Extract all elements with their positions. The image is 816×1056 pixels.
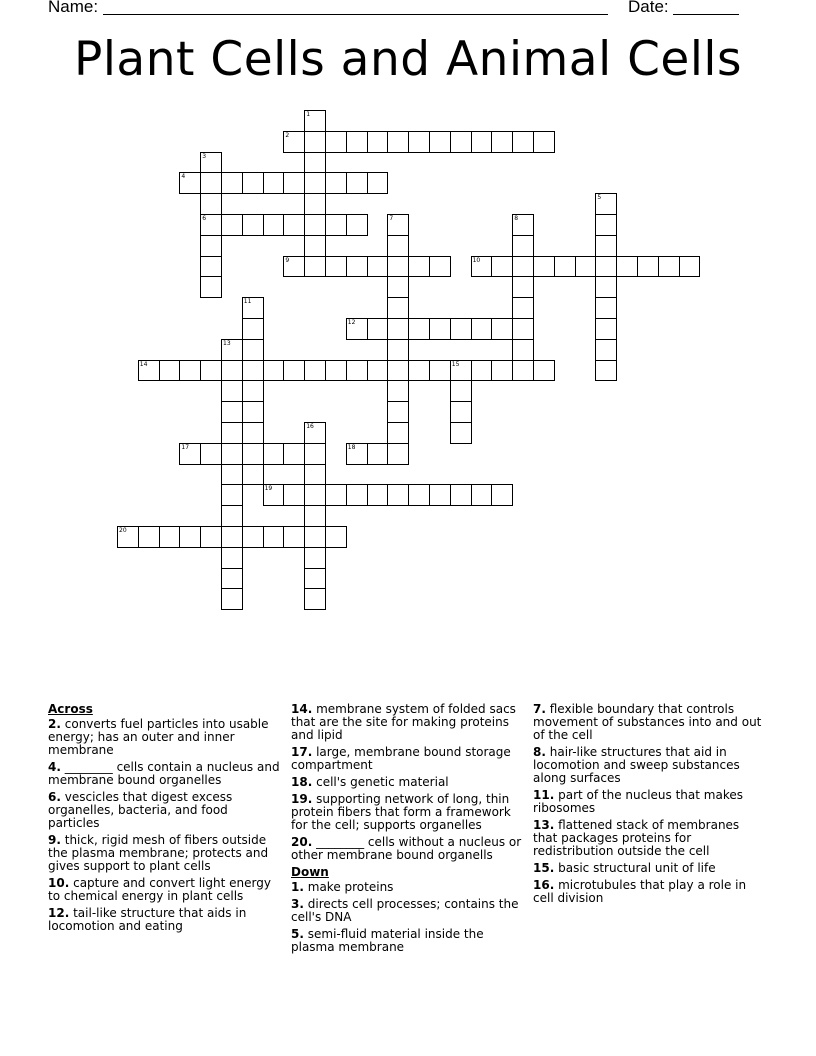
clues-column-1	[48, 703, 280, 937]
crossword-cell[interactable]	[450, 131, 472, 153]
clue-item	[48, 834, 280, 873]
crossword-cell[interactable]	[221, 526, 243, 548]
crossword-cell[interactable]	[512, 339, 534, 361]
crossword-cell[interactable]	[179, 526, 201, 548]
crossword-cell[interactable]	[491, 256, 513, 278]
crossword-cell[interactable]	[387, 318, 409, 340]
crossword-cell[interactable]	[512, 297, 534, 319]
clue-number: 8	[514, 215, 519, 222]
clue-item	[533, 703, 765, 742]
crossword-cell[interactable]	[221, 172, 243, 194]
crossword-cell[interactable]	[450, 484, 472, 506]
crossword-cell[interactable]	[491, 484, 513, 506]
crossword-cell[interactable]	[325, 214, 347, 236]
crossword-cell[interactable]	[367, 318, 389, 340]
crossword-cell[interactable]	[450, 318, 472, 340]
clue-item-text: hair-like structures that aid in locomotion and sweep substances along surfaces	[533, 745, 740, 785]
crossword-cell[interactable]	[242, 526, 264, 548]
crossword-cell[interactable]	[595, 297, 617, 319]
crossword-cell[interactable]	[242, 422, 264, 444]
crossword-cell[interactable]	[616, 256, 638, 278]
clue-item-text: semi-fluid material inside the plasma membrane	[291, 927, 484, 954]
crossword-cell[interactable]	[263, 214, 285, 236]
crossword-cell[interactable]	[367, 484, 389, 506]
clue-item-text: flattened stack of membranes that packages proteins for redistribution outside the cell	[533, 818, 740, 858]
crossword-cell[interactable]	[346, 172, 368, 194]
crossword-cell[interactable]	[346, 484, 368, 506]
clue-item	[533, 819, 765, 858]
clue-item-number: 2.	[48, 717, 61, 731]
clue-item-number: 13.	[533, 818, 555, 832]
crossword-cell[interactable]	[200, 193, 222, 215]
clue-item-text: part of the nucleus that makes ribosomes	[533, 788, 743, 815]
crossword-cell[interactable]	[221, 339, 243, 361]
crossword-cell[interactable]	[242, 464, 264, 486]
clue-item	[533, 879, 765, 905]
clue-number: 2	[285, 131, 290, 139]
clue-item-number: 14.	[291, 702, 313, 716]
crossword-cell[interactable]	[200, 276, 222, 298]
crossword-cell[interactable]	[304, 505, 326, 527]
crossword-cell[interactable]	[512, 360, 534, 382]
clue-item	[291, 776, 523, 789]
crossword-cell[interactable]	[429, 131, 451, 153]
crossword-cell[interactable]	[471, 484, 493, 506]
crossword-cell[interactable]	[450, 401, 472, 423]
clues-column-2	[291, 703, 523, 958]
crossword-cell[interactable]	[387, 422, 409, 444]
crossword-cell[interactable]	[408, 131, 430, 153]
clue-item-text: ________ cells contain a nucleus and membrane bound organelles	[48, 760, 280, 787]
crossword-cell[interactable]	[200, 214, 222, 236]
crossword-cell[interactable]	[242, 380, 264, 402]
crossword-cell[interactable]	[242, 443, 264, 465]
crossword-cell[interactable]	[471, 318, 493, 340]
crossword-cell[interactable]	[512, 235, 534, 257]
crossword-cell[interactable]	[387, 276, 409, 298]
crossword-cell[interactable]	[325, 256, 347, 278]
crossword-cell[interactable]	[367, 256, 389, 278]
clue-item-text: large, membrane bound storage compartment	[291, 745, 511, 772]
clue-item	[48, 718, 280, 757]
clue-item	[48, 791, 280, 830]
crossword-cell[interactable]	[575, 256, 597, 278]
crossword-cell[interactable]	[429, 318, 451, 340]
crossword-cell[interactable]	[221, 484, 243, 506]
crossword-cell[interactable]	[304, 568, 326, 590]
crossword-cell[interactable]	[179, 360, 201, 382]
clue-item-number: 4.	[48, 760, 61, 774]
crossword-cell[interactable]	[159, 360, 181, 382]
crossword-cell[interactable]	[242, 339, 264, 361]
crossword-cell[interactable]	[325, 172, 347, 194]
crossword-cell[interactable]	[263, 526, 285, 548]
crossword-cell[interactable]	[283, 256, 305, 278]
crossword-cell[interactable]	[367, 172, 389, 194]
crossword-cell[interactable]	[221, 464, 243, 486]
clue-number: 17	[181, 443, 190, 451]
crossword-cell[interactable]	[533, 256, 555, 278]
crossword-cell[interactable]	[512, 318, 534, 340]
clue-item-number: 19.	[291, 792, 313, 806]
crossword-cell[interactable]	[242, 360, 264, 382]
clue-item	[291, 928, 523, 954]
crossword-cell[interactable]	[637, 256, 659, 278]
crossword-cell[interactable]	[387, 339, 409, 361]
crossword-cell[interactable]	[346, 256, 368, 278]
crossword-cell[interactable]	[512, 256, 534, 278]
clue-item-text: make proteins	[307, 880, 394, 894]
date-label: Date:	[628, 0, 669, 16]
crossword-cell[interactable]	[346, 443, 368, 465]
clue-number: 18	[347, 443, 356, 451]
crossword-cell[interactable]	[304, 588, 326, 610]
crossword-cell[interactable]	[304, 256, 326, 278]
crossword-cell[interactable]	[283, 443, 305, 465]
clue-item	[291, 746, 523, 772]
clue-number: 3	[202, 152, 207, 160]
crossword-cell[interactable]	[221, 214, 243, 236]
clue-number: 19	[264, 485, 273, 493]
crossword-cell[interactable]	[304, 443, 326, 465]
clue-item-number: 10.	[48, 876, 70, 890]
crossword-cell[interactable]	[200, 256, 222, 278]
crossword-cell[interactable]	[242, 318, 264, 340]
crossword-cell[interactable]	[325, 484, 347, 506]
crossword-cell[interactable]	[595, 276, 617, 298]
clue-item-number: 9.	[48, 833, 61, 847]
crossword-cell[interactable]	[221, 568, 243, 590]
clue-item-number: 15.	[533, 861, 555, 875]
crossword-cell[interactable]	[429, 360, 451, 382]
crossword-cell[interactable]	[408, 484, 430, 506]
crossword-cell[interactable]	[283, 526, 305, 548]
crossword-cell[interactable]	[367, 360, 389, 382]
crossword-cell[interactable]	[221, 360, 243, 382]
crossword-cell[interactable]	[658, 256, 680, 278]
crossword-cell[interactable]	[263, 484, 285, 506]
clue-item	[533, 746, 765, 785]
crossword-cell[interactable]	[304, 422, 326, 444]
clue-number: 7	[389, 215, 394, 222]
crossword-cell[interactable]	[242, 297, 264, 319]
crossword-cell[interactable]	[533, 360, 555, 382]
crossword-cell[interactable]	[283, 360, 305, 382]
crossword-cell[interactable]	[117, 526, 139, 548]
clue-item-number: 11.	[533, 788, 555, 802]
crossword-cell[interactable]	[387, 380, 409, 402]
crossword-cell[interactable]	[221, 443, 243, 465]
crossword-cell[interactable]	[221, 422, 243, 444]
crossword-cell[interactable]	[221, 588, 243, 610]
crossword-cell[interactable]	[179, 172, 201, 194]
crossword-cell[interactable]	[595, 360, 617, 382]
crossword-cell[interactable]	[221, 401, 243, 423]
crossword-cell[interactable]	[512, 131, 534, 153]
name-label: Name:	[48, 0, 99, 16]
crossword-cell[interactable]	[242, 214, 264, 236]
crossword-cell[interactable]	[283, 172, 305, 194]
clue-number: 20	[119, 527, 127, 534]
crossword-cell[interactable]	[471, 131, 493, 153]
crossword-cell[interactable]	[304, 172, 326, 194]
section-heading: Across	[48, 702, 93, 716]
crossword-cell[interactable]	[159, 526, 181, 548]
crossword-cell[interactable]	[221, 547, 243, 569]
clue-item-text: supporting network of long, thin protein fibers that form a framework for the cell; supports organelles	[291, 792, 511, 832]
clue-number: 5	[597, 194, 602, 202]
crossword-cell[interactable]	[304, 235, 326, 257]
clue-number: 6	[202, 215, 207, 222]
clue-item-text: membrane system of folded sacs that are the site for making proteins and lipid	[291, 702, 516, 742]
crossword-cell[interactable]	[450, 360, 472, 382]
crossword-cell[interactable]	[304, 360, 326, 382]
crossword-cell[interactable]	[387, 443, 409, 465]
crossword-cell[interactable]	[387, 235, 409, 257]
clue-item-text: vescicles that digest excess organelles, bacteria, and food particles	[48, 790, 233, 830]
crossword-cell[interactable]	[387, 297, 409, 319]
clue-item-text: capture and convert light energy to chemical energy in plant cells	[48, 876, 271, 903]
clue-item-text: basic structural unit of life	[558, 861, 716, 875]
clue-item	[291, 793, 523, 832]
clue-number: 13	[223, 339, 231, 347]
clue-item-number: 1.	[291, 880, 304, 894]
clue-item-number: 7.	[533, 702, 546, 716]
crossword-cell[interactable]	[283, 214, 305, 236]
crossword-cell[interactable]	[554, 256, 576, 278]
clue-item-number: 16.	[533, 878, 555, 892]
clue-number: 15	[451, 360, 460, 368]
crossword-cell[interactable]	[263, 443, 285, 465]
crossword-cell[interactable]	[200, 526, 222, 548]
crossword-cell[interactable]	[304, 193, 326, 215]
crossword-cell[interactable]	[304, 214, 326, 236]
clue-number: 9	[285, 256, 290, 264]
clue-item-number: 5.	[291, 927, 304, 941]
clue-item	[291, 703, 523, 742]
crossword-cell[interactable]	[408, 318, 430, 340]
clues-column-3	[533, 703, 765, 909]
section-heading: Down	[291, 865, 329, 879]
crossword-cell[interactable]	[221, 380, 243, 402]
clue-number: 16	[306, 423, 314, 430]
clue-item-text: thick, rigid mesh of fibers outside the plasma membrane; protects and gives support to plant cells	[48, 833, 269, 873]
crossword-cell[interactable]	[491, 131, 513, 153]
clue-item	[48, 907, 280, 933]
crossword-cell[interactable]	[325, 360, 347, 382]
clue-item	[533, 862, 765, 875]
clue-number: 4	[181, 173, 186, 181]
crossword-cell[interactable]	[595, 214, 617, 236]
clue-item-text: tail-like structure that aids in locomotion and eating	[48, 906, 247, 933]
crossword-cell[interactable]	[387, 214, 409, 236]
crossword-cell[interactable]	[242, 172, 264, 194]
crossword-cell[interactable]	[595, 235, 617, 257]
crossword-cell[interactable]	[367, 131, 389, 153]
crossword-cell[interactable]	[450, 422, 472, 444]
crossword-cell[interactable]	[387, 401, 409, 423]
clue-item	[48, 761, 280, 787]
crossword-cell[interactable]	[304, 526, 326, 548]
crossword-cell[interactable]	[679, 256, 701, 278]
crossword-cell[interactable]	[471, 360, 493, 382]
crossword-cell[interactable]	[408, 360, 430, 382]
clue-item-number: 17.	[291, 745, 313, 759]
clue-item-text: converts fuel particles into usable energy; has an outer and inner membrane	[48, 717, 269, 757]
crossword-cell[interactable]	[200, 172, 222, 194]
clue-item-text: microtubules that play a role in cell division	[533, 878, 747, 905]
crossword-cell[interactable]	[595, 339, 617, 361]
clue-item-text: cell's genetic material	[316, 775, 449, 789]
clue-item	[48, 877, 280, 903]
crossword-cell[interactable]	[387, 360, 409, 382]
crossword-cell[interactable]	[283, 131, 305, 153]
crossword-cell[interactable]	[138, 526, 160, 548]
crossword-cell[interactable]	[325, 526, 347, 548]
clue-number: 1	[306, 111, 311, 118]
clue-item-text: flexible boundary that controls movement of substances into and out of the cell	[533, 702, 762, 742]
crossword-cell[interactable]	[304, 110, 326, 132]
crossword-cell[interactable]	[491, 318, 513, 340]
clue-item-number: 8.	[533, 745, 546, 759]
crossword-cell[interactable]	[429, 256, 451, 278]
crossword-cell[interactable]	[512, 276, 534, 298]
crossword-cell[interactable]	[595, 193, 617, 215]
page-title: Plant Cells and Animal Cells	[74, 32, 742, 87]
crossword-cell[interactable]	[138, 360, 160, 382]
clue-item	[291, 836, 523, 862]
crossword-cell[interactable]	[283, 484, 305, 506]
crossword-cell[interactable]	[263, 172, 285, 194]
crossword-cell[interactable]	[387, 256, 409, 278]
clue-number: 10	[472, 256, 481, 264]
crossword-cell[interactable]	[221, 505, 243, 527]
crossword-cell[interactable]	[450, 380, 472, 402]
crossword-cell[interactable]	[200, 152, 222, 174]
crossword-cell[interactable]	[429, 484, 451, 506]
clue-item-number: 18.	[291, 775, 313, 789]
crossword-cell[interactable]	[304, 152, 326, 174]
crossword-cell[interactable]	[200, 235, 222, 257]
crossword-cell[interactable]	[304, 484, 326, 506]
crossword-cell[interactable]	[304, 464, 326, 486]
crossword-cell[interactable]	[387, 131, 409, 153]
crossword-cell[interactable]	[533, 131, 555, 153]
crossword-cell[interactable]	[179, 443, 201, 465]
crossword-cell[interactable]	[512, 214, 534, 236]
crossword-cell[interactable]	[304, 131, 326, 153]
crossword-cell[interactable]	[325, 131, 347, 153]
clue-number: 12	[347, 319, 356, 326]
clue-number: 11	[243, 298, 252, 306]
clue-item-text: ________ cells without a nucleus or other membrane bound organells	[291, 835, 522, 862]
clue-item-text: directs cell processes; contains the cell's DNA	[291, 897, 519, 924]
clue-item-number: 3.	[291, 897, 304, 911]
clue-item	[291, 881, 523, 894]
clue-item	[533, 789, 765, 815]
crossword-cell[interactable]	[387, 484, 409, 506]
crossword-cell[interactable]	[595, 256, 617, 278]
crossword-cell[interactable]	[471, 256, 493, 278]
crossword-cell[interactable]	[263, 360, 285, 382]
crossword-cell[interactable]	[491, 360, 513, 382]
clue-number: 14	[139, 360, 148, 368]
crossword-cell[interactable]	[595, 318, 617, 340]
crossword-cell[interactable]	[408, 256, 430, 278]
crossword-cell[interactable]	[367, 443, 389, 465]
crossword-cell[interactable]	[200, 443, 222, 465]
crossword-cell[interactable]	[346, 214, 368, 236]
clue-item	[291, 898, 523, 924]
crossword-cell[interactable]	[346, 318, 368, 340]
crossword-cell[interactable]	[346, 131, 368, 153]
crossword-cell[interactable]	[346, 360, 368, 382]
clue-item-number: 20.	[291, 835, 313, 849]
clue-item-number: 12.	[48, 906, 70, 920]
crossword-cell[interactable]	[304, 547, 326, 569]
crossword-cell[interactable]	[200, 360, 222, 382]
clue-item-number: 6.	[48, 790, 61, 804]
crossword-cell[interactable]	[242, 401, 264, 423]
